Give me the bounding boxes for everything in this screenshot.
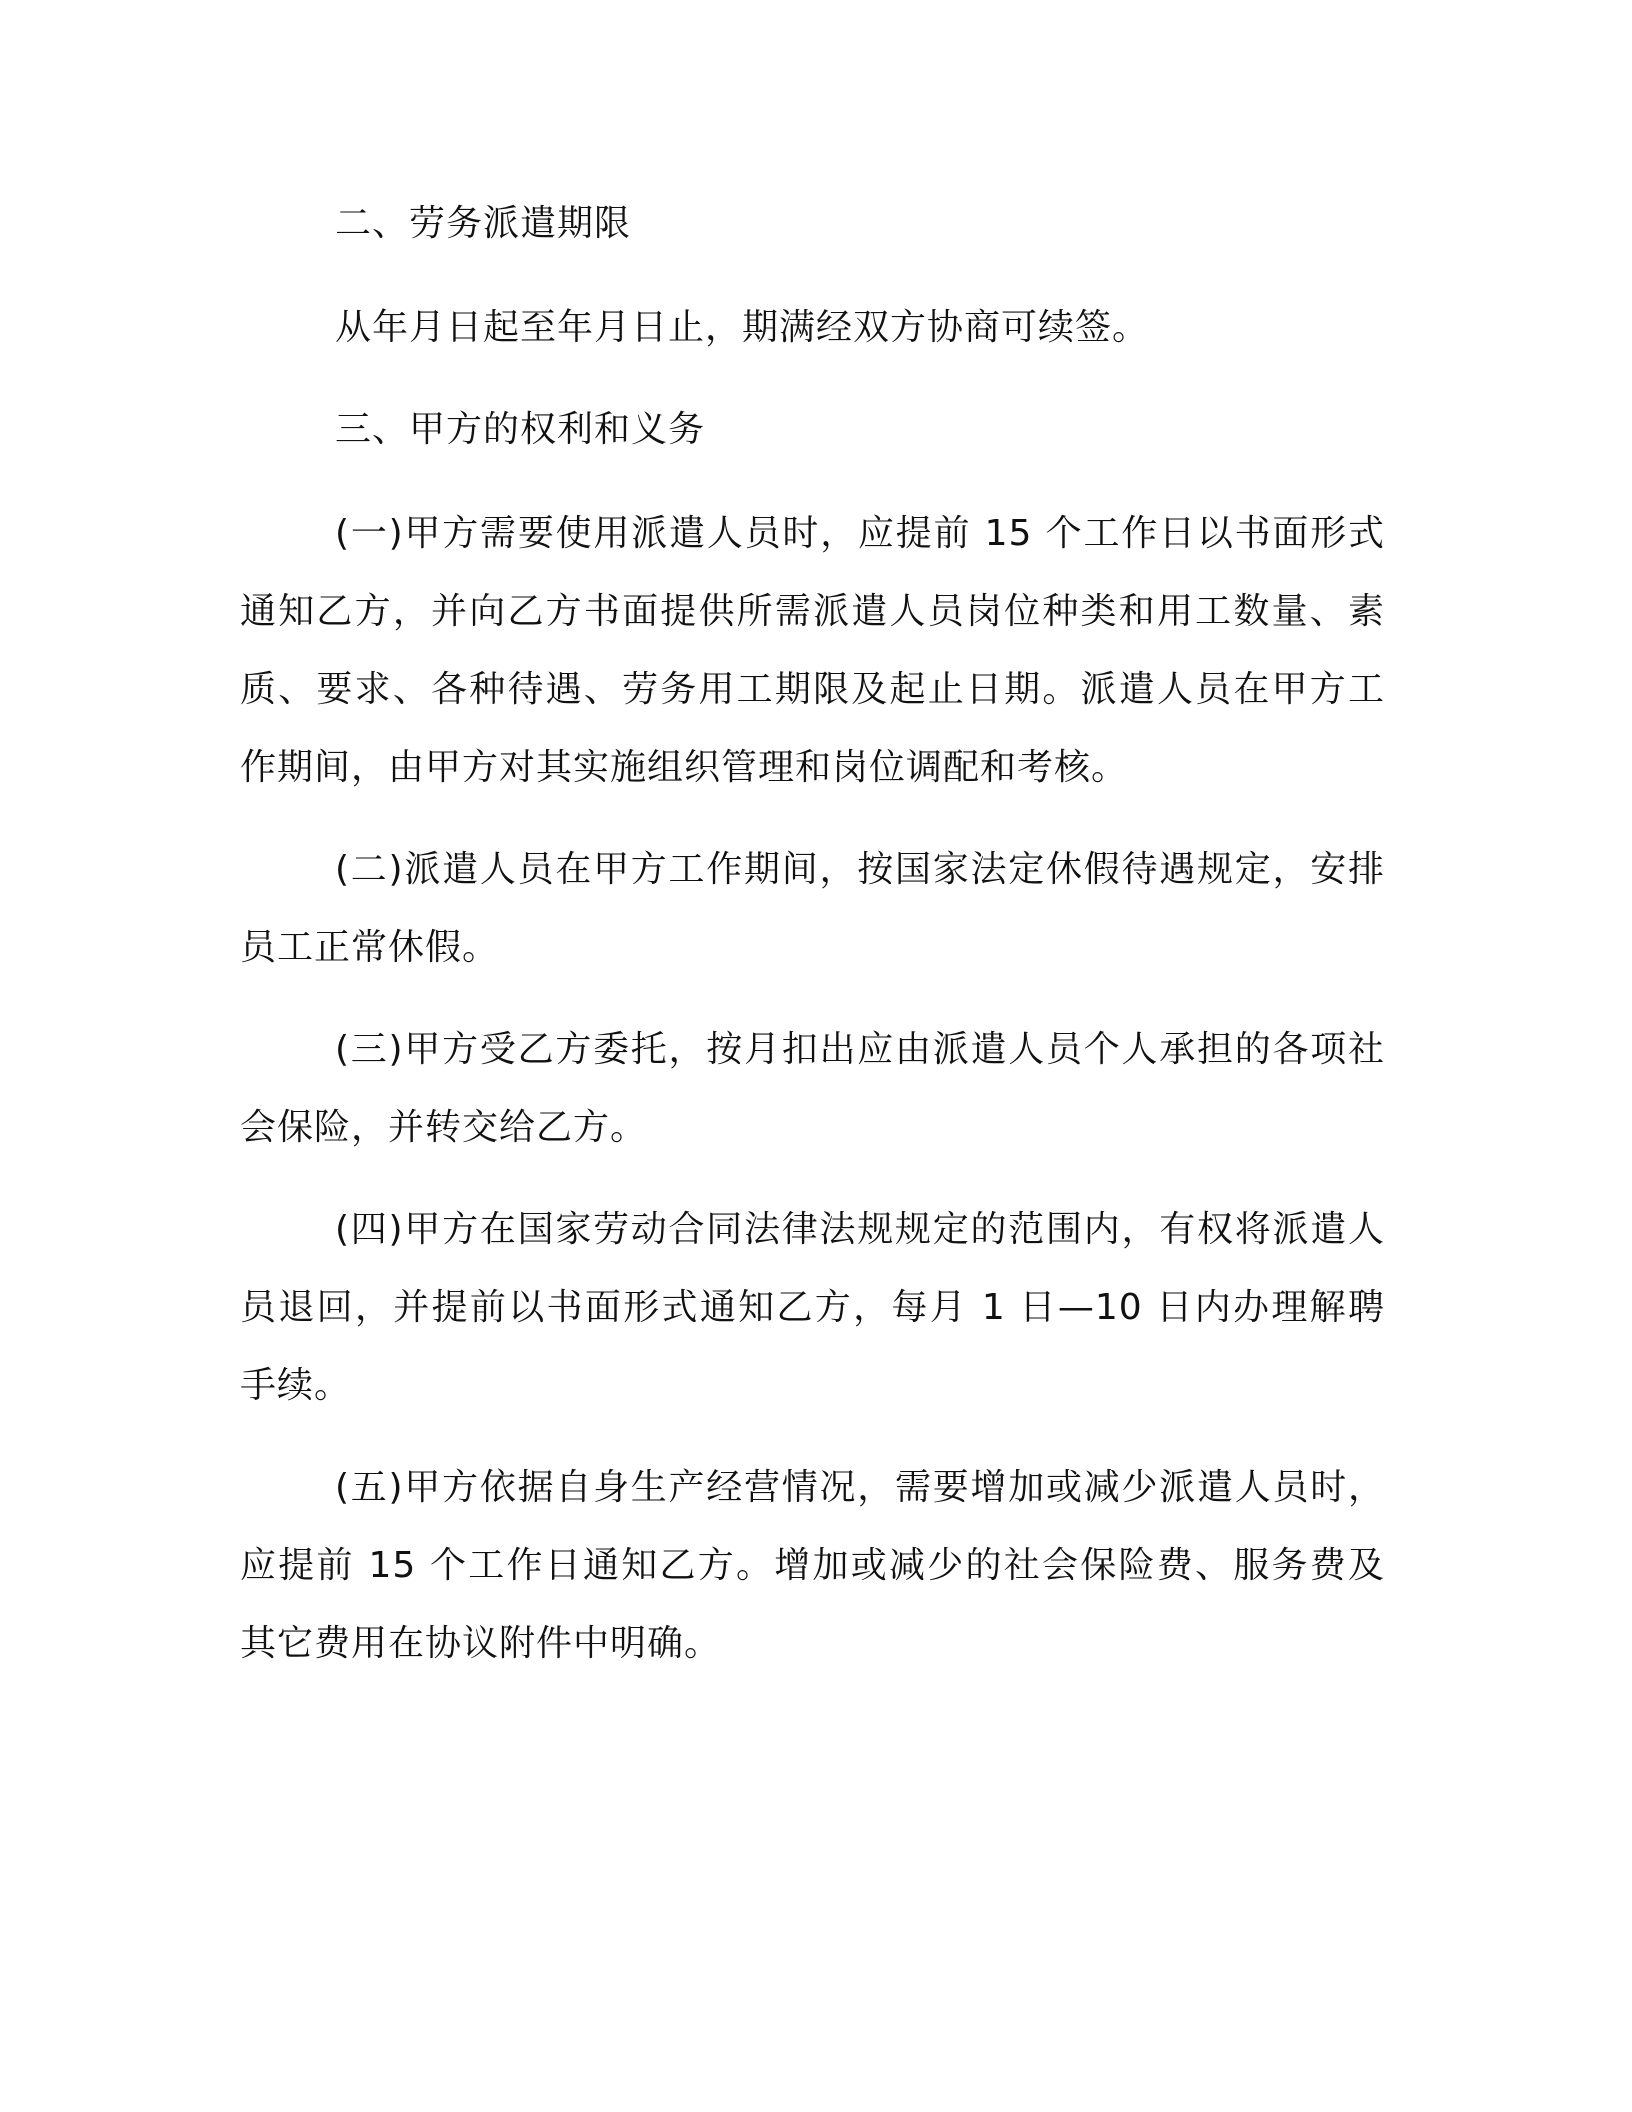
section-2-body: 从年月日起至年月日止，期满经双方协商可续签。 [335, 307, 1150, 348]
section-3-heading: 三、甲方的权利和义务 [335, 409, 706, 450]
document-body [240, 185, 1385, 1707]
clause-4-paragraph: (四)甲方在国家劳动合同法律法规规定的范围内，有权将派遣人员退回，并提前以书面形式通知乙方，每月 1 日—10 日内办理解聘手续。 [240, 1209, 1385, 1406]
clause-2-paragraph: (二)派遣人员在甲方工作期间，按国家法定休假待遇规定，安排员工正常休假。 [240, 849, 1385, 968]
clause-3-paragraph: (三)甲方受乙方委托，按月扣出应由派遣人员个人承担的各项社会保险，并转交给乙方。 [240, 1029, 1385, 1148]
clause-5-paragraph: (五)甲方依据自身生产经营情况，需要增加或减少派遣人员时，应提前 15 个工作日通知乙方。增加或减少的社会保险费、服务费及其它费用在协议附件中明确。 [240, 1467, 1385, 1664]
section-2-heading: 二、劳务派遣期限 [335, 203, 632, 244]
clause-1-paragraph: (一)甲方需要使用派遣人员时，应提前 15 个工作日以书面形式通知乙方，并向乙方书面提供所需派遣人员岗位种类和用工数量、素质、要求、各种待遇、劳务用工期限及起止日期。派遣人员在甲方工作期间，由甲方对其实施组织管理和岗位调配和考核。 [240, 513, 1385, 788]
